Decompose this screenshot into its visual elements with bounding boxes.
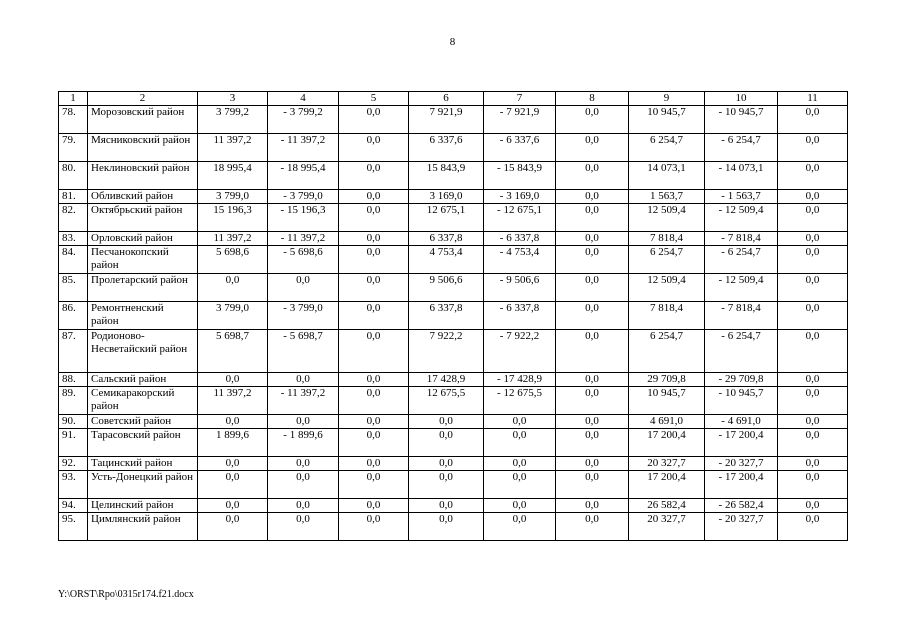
value-cell: - 11 397,2 [268,134,339,162]
value-cell: - 18 995,4 [268,162,339,190]
value-cell: 0,0 [339,204,409,232]
value-cell: - 12 509,4 [705,204,778,232]
value-cell: 0,0 [778,190,848,204]
district-name: Целинский район [88,499,198,513]
value-cell: 0,0 [339,302,409,330]
value-cell: 0,0 [778,106,848,134]
value-cell: 0,0 [778,415,848,429]
table-row [59,513,848,541]
column-header: 6 [409,92,484,106]
value-cell: 0,0 [778,232,848,246]
value-cell: - 10 945,7 [705,387,778,415]
value-cell: 0,0 [339,499,409,513]
table-row [59,232,848,246]
value-cell: 0,0 [198,513,268,541]
value-cell: 4 691,0 [629,415,705,429]
value-cell: 12 509,4 [629,204,705,232]
district-name: Орловский район [88,232,198,246]
value-cell: 3 799,0 [198,302,268,330]
value-cell: - 17 200,4 [705,429,778,457]
value-cell: 20 327,7 [629,457,705,471]
value-cell: 6 254,7 [629,134,705,162]
value-cell: - 3 799,2 [268,106,339,134]
value-cell: 0,0 [339,373,409,387]
table-row [59,429,848,457]
value-cell: - 3 799,0 [268,190,339,204]
value-cell: 7 921,9 [409,106,484,134]
value-cell: - 4 691,0 [705,415,778,429]
table-row [59,471,848,499]
value-cell: 0,0 [556,204,629,232]
value-cell: - 7 921,9 [484,106,556,134]
row-number: 86. [59,302,88,330]
value-cell: 0,0 [556,387,629,415]
value-cell: - 29 709,8 [705,373,778,387]
value-cell: 0,0 [484,457,556,471]
value-cell: - 11 397,2 [268,387,339,415]
value-cell: - 12 675,5 [484,387,556,415]
value-cell: 26 582,4 [629,499,705,513]
district-name: Тарасовский район [88,429,198,457]
row-number: 83. [59,232,88,246]
table-row [59,246,848,274]
file-path-footer: Y:\ORST\Rpo\0315r174.f21.docx [58,589,194,600]
value-cell: 29 709,8 [629,373,705,387]
value-cell: 3 799,0 [198,190,268,204]
value-cell: 12 675,1 [409,204,484,232]
value-cell: 0,0 [484,429,556,457]
value-cell: 0,0 [339,134,409,162]
district-name: Советский район [88,415,198,429]
value-cell: 6 337,8 [409,302,484,330]
column-header: 2 [88,92,198,106]
district-name: Октябрьский район [88,204,198,232]
data-table [58,91,848,541]
row-number: 95. [59,513,88,541]
value-cell: 0,0 [556,457,629,471]
district-name: Мясниковский район [88,134,198,162]
value-cell: 0,0 [556,232,629,246]
value-cell: 0,0 [268,471,339,499]
district-name: Обливский район [88,190,198,204]
value-cell: - 6 337,6 [484,134,556,162]
value-cell: 0,0 [778,471,848,499]
value-cell: 10 945,7 [629,387,705,415]
district-name: Тацинский район [88,457,198,471]
value-cell: - 17 200,4 [705,471,778,499]
table-row [59,387,848,415]
value-cell: 0,0 [556,415,629,429]
value-cell: 0,0 [778,274,848,302]
value-cell: 20 327,7 [629,513,705,541]
column-header: 8 [556,92,629,106]
value-cell: 0,0 [778,513,848,541]
value-cell: 0,0 [778,162,848,190]
table-row [59,134,848,162]
value-cell: 0,0 [339,162,409,190]
value-cell: 0,0 [409,499,484,513]
value-cell: 0,0 [556,513,629,541]
district-name: Неклиновский район [88,162,198,190]
value-cell: - 1 563,7 [705,190,778,204]
value-cell: 0,0 [198,274,268,302]
value-cell: 0,0 [556,162,629,190]
district-name: Морозовский район [88,106,198,134]
value-cell: 0,0 [268,274,339,302]
value-cell: 0,0 [339,387,409,415]
value-cell: 0,0 [556,499,629,513]
value-cell: 0,0 [778,387,848,415]
value-cell: 0,0 [556,274,629,302]
value-cell: 0,0 [198,457,268,471]
value-cell: 0,0 [409,513,484,541]
value-cell: - 10 945,7 [705,106,778,134]
value-cell: 0,0 [778,134,848,162]
value-cell: 0,0 [484,471,556,499]
value-cell: 15 196,3 [198,204,268,232]
value-cell: 0,0 [339,513,409,541]
value-cell: - 1 899,6 [268,429,339,457]
value-cell: 15 843,9 [409,162,484,190]
value-cell: 4 753,4 [409,246,484,274]
value-cell: 6 254,7 [629,246,705,274]
value-cell: 0,0 [484,415,556,429]
column-header: 7 [484,92,556,106]
value-cell: 0,0 [339,415,409,429]
value-cell: - 6 254,7 [705,246,778,274]
value-cell: 0,0 [339,429,409,457]
value-cell: 0,0 [556,134,629,162]
value-cell: 5 698,7 [198,330,268,373]
value-cell: 0,0 [778,246,848,274]
table-row [59,330,848,373]
value-cell: 0,0 [556,330,629,373]
value-cell: 0,0 [556,106,629,134]
value-cell: 6 254,7 [629,330,705,373]
value-cell: 0,0 [778,302,848,330]
value-cell: - 5 698,6 [268,246,339,274]
value-cell: 0,0 [268,415,339,429]
table-header-row [59,92,848,106]
value-cell: 0,0 [339,190,409,204]
value-cell: - 4 753,4 [484,246,556,274]
row-number: 82. [59,204,88,232]
value-cell: 0,0 [778,429,848,457]
value-cell: 9 506,6 [409,274,484,302]
value-cell: 0,0 [268,499,339,513]
value-cell: 1 563,7 [629,190,705,204]
value-cell: 10 945,7 [629,106,705,134]
value-cell: 0,0 [778,499,848,513]
row-number: 78. [59,106,88,134]
value-cell: 0,0 [268,513,339,541]
district-name: Песчанокопский район [88,246,198,274]
district-name: Сальский район [88,373,198,387]
column-header: 5 [339,92,409,106]
value-cell: - 17 428,9 [484,373,556,387]
value-cell: 3 799,2 [198,106,268,134]
value-cell: - 26 582,4 [705,499,778,513]
value-cell: 6 337,6 [409,134,484,162]
row-number: 84. [59,246,88,274]
row-number: 88. [59,373,88,387]
value-cell: 0,0 [556,190,629,204]
value-cell: 0,0 [339,274,409,302]
value-cell: - 9 506,6 [484,274,556,302]
value-cell: 0,0 [198,499,268,513]
value-cell: - 12 509,4 [705,274,778,302]
value-cell: 0,0 [409,429,484,457]
value-cell: - 3 799,0 [268,302,339,330]
table-row [59,373,848,387]
value-cell: 0,0 [556,471,629,499]
value-cell: - 7 818,4 [705,302,778,330]
value-cell: 0,0 [339,457,409,471]
district-name: Цимлянский район [88,513,198,541]
value-cell: 0,0 [409,471,484,499]
column-header: 4 [268,92,339,106]
value-cell: - 3 169,0 [484,190,556,204]
value-cell: 17 200,4 [629,429,705,457]
value-cell: 0,0 [778,204,848,232]
column-header: 1 [59,92,88,106]
value-cell: 12 675,5 [409,387,484,415]
value-cell: - 12 675,1 [484,204,556,232]
value-cell: - 15 196,3 [268,204,339,232]
table-row [59,499,848,513]
value-cell: 3 169,0 [409,190,484,204]
value-cell: - 6 337,8 [484,232,556,246]
value-cell: 7 922,2 [409,330,484,373]
row-number: 90. [59,415,88,429]
value-cell: 14 073,1 [629,162,705,190]
value-cell: 0,0 [198,373,268,387]
row-number: 85. [59,274,88,302]
value-cell: 0,0 [268,457,339,471]
value-cell: 0,0 [778,373,848,387]
value-cell: - 6 254,7 [705,330,778,373]
value-cell: 0,0 [409,415,484,429]
value-cell: 7 818,4 [629,302,705,330]
district-name: Семикаракорский район [88,387,198,415]
row-number: 93. [59,471,88,499]
value-cell: 5 698,6 [198,246,268,274]
table-row [59,457,848,471]
table-row [59,162,848,190]
column-header: 11 [778,92,848,106]
value-cell: 0,0 [484,499,556,513]
value-cell: 18 995,4 [198,162,268,190]
value-cell: 11 397,2 [198,387,268,415]
row-number: 89. [59,387,88,415]
value-cell: - 7 818,4 [705,232,778,246]
value-cell: 0,0 [556,373,629,387]
value-cell: 0,0 [556,302,629,330]
row-number: 80. [59,162,88,190]
district-name: Усть-Донецкий район [88,471,198,499]
value-cell: - 15 843,9 [484,162,556,190]
value-cell: 0,0 [484,513,556,541]
value-cell: 0,0 [339,471,409,499]
value-cell: - 20 327,7 [705,513,778,541]
value-cell: 0,0 [339,106,409,134]
value-cell: 0,0 [778,457,848,471]
value-cell: - 6 337,8 [484,302,556,330]
row-number: 79. [59,134,88,162]
column-header: 9 [629,92,705,106]
value-cell: 0,0 [339,232,409,246]
district-name: Пролетарский район [88,274,198,302]
value-cell: 0,0 [409,457,484,471]
value-cell: - 5 698,7 [268,330,339,373]
column-header: 10 [705,92,778,106]
value-cell: - 7 922,2 [484,330,556,373]
value-cell: - 11 397,2 [268,232,339,246]
row-number: 94. [59,499,88,513]
value-cell: 0,0 [339,330,409,373]
value-cell: 0,0 [268,373,339,387]
value-cell: 0,0 [556,429,629,457]
value-cell: 17 200,4 [629,471,705,499]
page-number: 8 [449,36,456,48]
table-row [59,302,848,330]
table-row [59,106,848,134]
value-cell: 0,0 [778,330,848,373]
table-row [59,415,848,429]
value-cell: 0,0 [556,246,629,274]
table-row [59,274,848,302]
row-number: 81. [59,190,88,204]
row-number: 87. [59,330,88,373]
value-cell: 0,0 [339,246,409,274]
value-cell: - 20 327,7 [705,457,778,471]
column-header: 3 [198,92,268,106]
row-number: 91. [59,429,88,457]
value-cell: 11 397,2 [198,232,268,246]
value-cell: 1 899,6 [198,429,268,457]
row-number: 92. [59,457,88,471]
value-cell: - 6 254,7 [705,134,778,162]
district-name: Ремонтненский район [88,302,198,330]
value-cell: 0,0 [198,471,268,499]
value-cell: 17 428,9 [409,373,484,387]
table-row [59,190,848,204]
value-cell: 12 509,4 [629,274,705,302]
value-cell: - 14 073,1 [705,162,778,190]
value-cell: 6 337,8 [409,232,484,246]
value-cell: 11 397,2 [198,134,268,162]
value-cell: 7 818,4 [629,232,705,246]
table-body [59,92,848,541]
table-row [59,204,848,232]
value-cell: 0,0 [198,415,268,429]
district-name: Родионово-Несветайский район [88,330,198,373]
